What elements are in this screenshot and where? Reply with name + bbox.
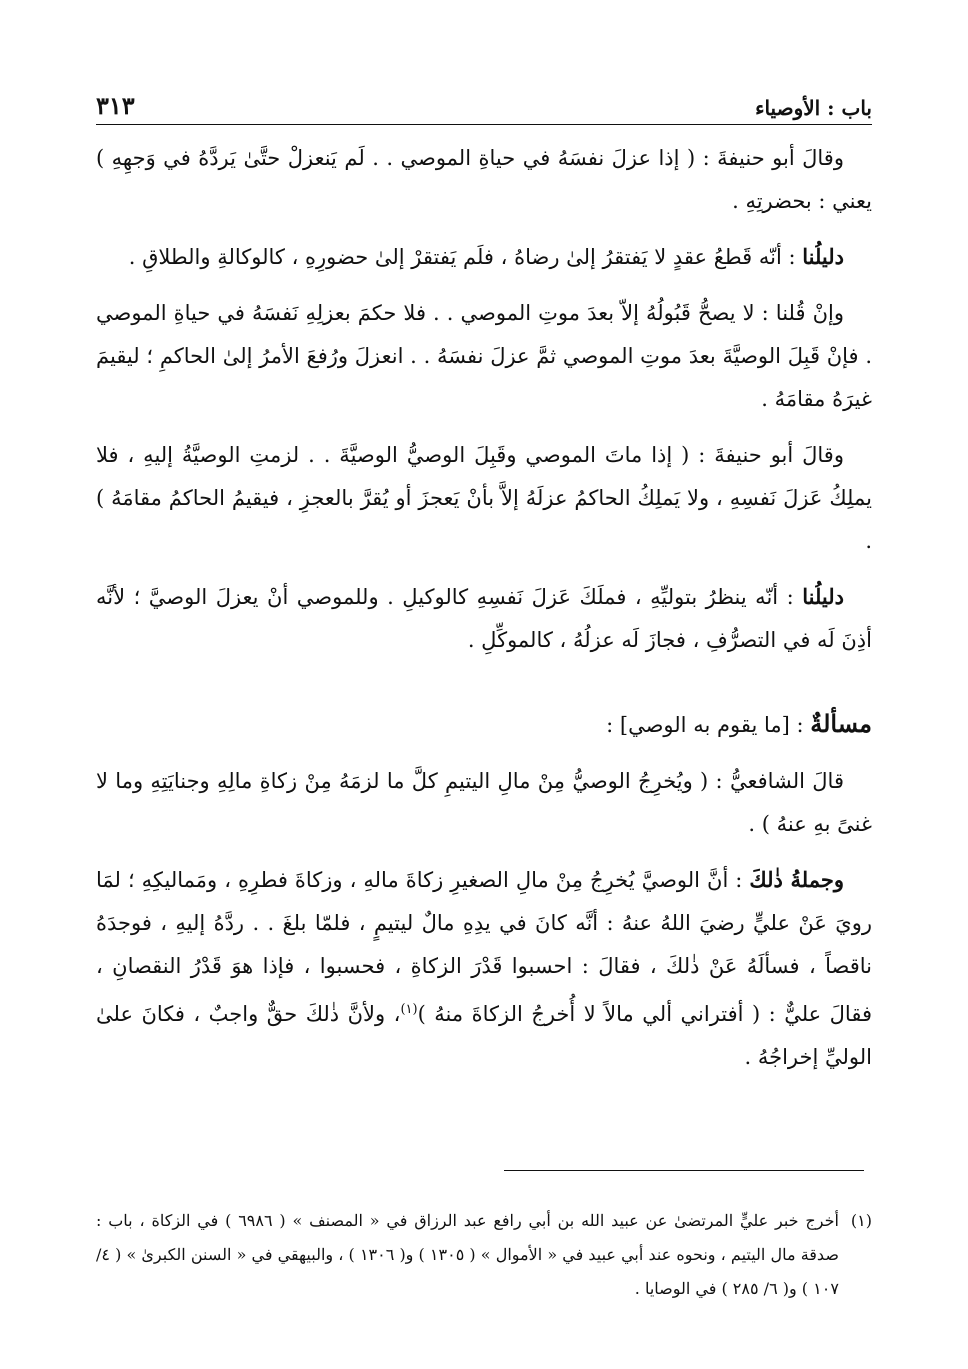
paragraph-text: : أنّه ينظرُ بتوليِّهِ ، فملَكَ عَزلَ نَفسِهِ كالوكيلِ . وللموصي أنْ يعزلَ الوصيَّ ؛ لأنَّه أذِنَ لَه في التصرُّفِ ، فجازَ لَه عزلُهُ ، كالموكِّلِ . — [96, 585, 872, 652]
paragraph-text: وقالَ أبو حنيفةَ : ( إذا ماتَ الموصي وقَبِلَ الوصيُّ الوصيَّةَ . . لزمتِ الوصيَّةُ إليهِ ، فلا يملِكُ عَزلَ نَفسِهِ ، ولا يَملِكُ الحاكمُ عزلَهُ إلاَّ بأنْ يَعجزَ أو يُقرَّ بالعجزِ ، فيقيمُ الحاكمُ مقامَهُ ) . — [96, 443, 872, 553]
paragraph-text: وقالَ أبو حنيفةَ : ( إذا عزلَ نفسَهُ في حياةِ الموصي . . لَم يَنعزلْ حتَّىٰ يَردَّهُ في وَجهِهِ ) يعني : بحضرتِهِ . — [96, 146, 872, 213]
main-text — [96, 136, 872, 1091]
paragraph-lead: دليلُنا — [802, 584, 844, 609]
footnote-text: أخرج خبر عليٍّ المرتضىٰ عن عبيد الله بن أبي رافع عبد الرزاق في « المصنف » ( ٦٩٨٦ ) في الزكاة ، باب : صدقة مال اليتيم ، ونحوه عند أبي عبيد في « الأموال » ( ١٣٠٥ ) و( ١٣٠٦ ) ، والبيهقي في « السنن الكبرىٰ » ( ٤/ ١٠٧ ) و( ٦/ ٢٨٥ ) في الوصايا . — [96, 1211, 839, 1298]
chapter-title: باب : الأوصياء — [755, 96, 872, 120]
paragraph — [96, 433, 872, 563]
issue-title: : [ما يقوم به الوصي] : — [606, 713, 811, 737]
running-header — [96, 86, 872, 125]
paragraph-text: : أنَّ الوصيَّ يُخرِجُ مِنْ مالِ الصغيرِ زكاةَ مالهِ ، وزكاةَ فطرِهِ ، ومَماليكِهِ ؛ لمَا رويَ عَنْ عليٍّ رضيَ اللهُ عنهُ : أنَّه كانَ في يدِهِ مالٌ ليتيمٍ ، فلمّا بلغَ . . ردَّهُ إليهِ ، فوجدَهُ ناقصاً ، فسألَهُ عَنْ ذٰلكَ ، فقالَ : احسبوا قَدْرَ الزكاةِ ، فحسبوا ، فإذا هوَ قَدْرُ النقصانِ ، فقالَ عليٌّ : ( أفتراني ألي مالاً لا أُخرجُ الزكاةَ منهُ ) — [96, 868, 872, 1026]
issue-label: مسألةٌ — [810, 709, 872, 738]
paragraph — [96, 291, 872, 421]
paragraph-text: : أنّه قَطعُ عقدٍ لا يَفتقرُ إلىٰ رضاهُ ، فلَم يَفتقرْ إلىٰ حضورِهِ ، كالوكالةِ والطلاقِ . — [128, 245, 803, 269]
paragraph — [96, 136, 872, 223]
paragraph — [96, 235, 872, 279]
paragraph — [96, 575, 872, 662]
paragraph-text: قالَ الشافعيُّ : ( ويُخرِجُ الوصيُّ مِنْ مالِ اليتيمِ كلَّ ما لزمَهُ مِنْ زكاةِ مالِهِ وجنايَتِهِ وما لا غنىً بهِ عنهُ ) . — [96, 769, 872, 836]
paragraph-text: وإنْ قُلنا : لا يصحُّ قَبُولُهُ إلاّ بعدَ موتِ الموصي . . فلا حكمَ بعزلِهِ نَفسَهُ في حياةِ الموصي . فإنْ قَبِلَ الوصيَّةَ بعدَ موتِ الموصي ثمَّ عزلَ نفسَهُ . . انعزلَ ورُفعَ الأمرُ إلىٰ الحاكمِ ؛ ليقيمَ غيرَهُ مقامَهُ . — [96, 301, 872, 411]
paragraph — [96, 759, 872, 846]
footnote-number: (١) — [850, 1211, 872, 1230]
paragraph-tail: ، ولأنَّ ذٰلكَ حقٌّ واجبٌ ، فكانَ علىٰ الوليِّ إخراجُهُ . — [96, 1002, 872, 1069]
paragraph-lead: دليلُنا — [802, 244, 844, 269]
page-number: ٣١٣ — [96, 91, 135, 120]
footnote-divider — [504, 1170, 864, 1171]
footnote-reference[interactable]: (١) — [400, 1002, 418, 1017]
paragraph — [96, 858, 872, 1079]
footnote — [96, 1204, 872, 1306]
issue-heading — [96, 702, 872, 747]
paragraph-lead: وجملةُ ذٰلكَ — [749, 867, 844, 892]
